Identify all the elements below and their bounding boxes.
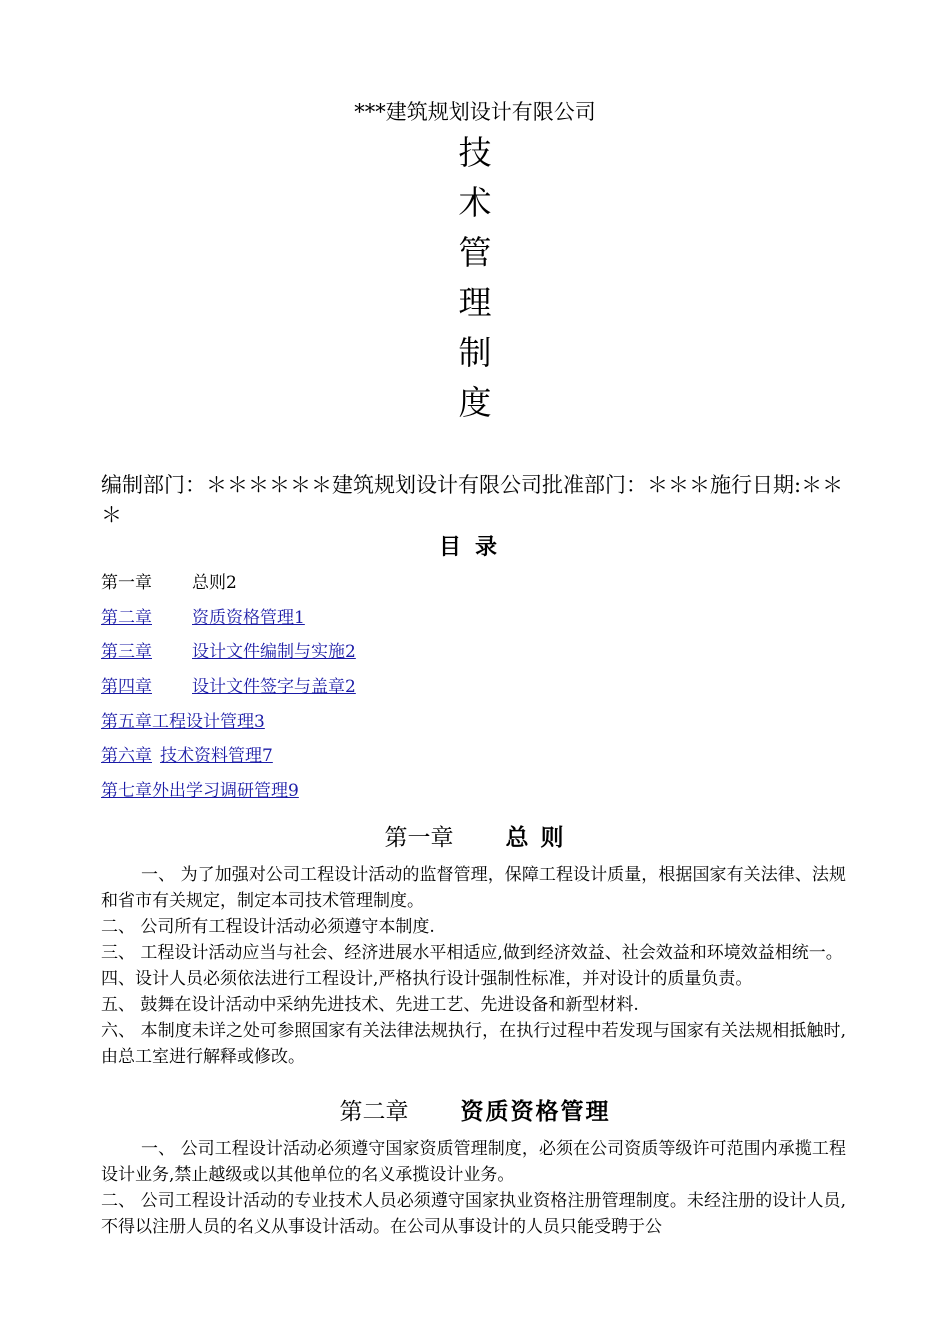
title-char: 制 [458, 333, 492, 372]
toc-title: 设计文件签字与盖章2 [192, 677, 356, 697]
toc-title: 外出学习调研管理9 [152, 781, 299, 801]
toc-link[interactable] [101, 605, 305, 631]
title-char: 管 [458, 233, 492, 272]
company-title: ***建筑规划设计有限公司 [354, 100, 596, 124]
toc-heading: 目录 [438, 534, 511, 560]
toc-chapter: 第四章 [101, 677, 152, 697]
paragraph: 一、 为了加强对公司工程设计活动的监督管理，保障工程设计质量，根据国家有关法律、法规和省市有关规定，制定本司技术管理制度。 [101, 865, 846, 911]
toc-item[interactable] [101, 570, 237, 596]
paragraph: 一、 公司工程设计活动必须遵守国家资质管理制度，必须在公司资质等级许可范围内承揽工程设计业务,禁止越级或以其他单位的名义承揽设计业务。 [101, 1139, 846, 1185]
chapter-heading [0, 822, 950, 854]
title-char: 技 [458, 133, 492, 172]
toc-title: 资质资格管理1 [192, 608, 305, 628]
paragraph: 三、 工程设计活动应当与社会、经济进展水平相适应,做到经济效益、社会效益和环境效益相统一。 [101, 943, 843, 963]
toc-chapter: 第六章 [101, 746, 152, 766]
title-char: 理 [458, 283, 492, 322]
toc-link[interactable] [101, 778, 299, 804]
paragraph: 六、 本制度未详之处可参照国家有关法律法规执行，在执行过程中若发现与国家有关法规相抵触时,由总工室进行解释或修改。 [101, 1021, 846, 1067]
toc-link[interactable] [101, 639, 356, 665]
toc-chapter: 第一章 [101, 573, 152, 593]
title-char: 术 [458, 183, 492, 222]
toc-title: 设计文件编制与实施2 [192, 642, 356, 662]
toc-title: 工程设计管理3 [152, 712, 265, 732]
toc-link[interactable] [101, 743, 273, 769]
toc-title: 技术资料管理7 [160, 746, 273, 766]
toc-chapter: 第三章 [101, 642, 152, 662]
chapter-heading [0, 1096, 950, 1128]
toc-chapter: 第二章 [101, 608, 152, 628]
title-char: 度 [458, 383, 492, 422]
toc-chapter: 第五章 [101, 712, 152, 732]
chapter-name: 资质资格管理 [460, 1098, 611, 1125]
paragraph: 四、设计人员必须依法进行工程设计,严格执行设计强制性标准，并对设计的质量负责。 [101, 969, 753, 989]
chapter-body [101, 1136, 846, 1240]
toc-link[interactable] [101, 674, 356, 700]
chapter-number: 第二章 [339, 1099, 409, 1125]
chapter-number: 第一章 [384, 825, 454, 851]
chapter-body [101, 862, 846, 1070]
chapter-name: 总 则 [505, 824, 566, 851]
toc-title: 总则2 [192, 573, 237, 593]
paragraph: 二、 公司工程设计活动的专业技术人员必须遵守国家执业资格注册管理制度。未经注册的设计人员,不得以注册人员的名义从事设计活动。在公司从事设计的人员只能受聘于公 [101, 1191, 846, 1237]
document-title [445, 128, 505, 428]
toc-link[interactable] [101, 709, 265, 735]
toc-chapter: 第七章 [101, 781, 152, 801]
paragraph: 二、 公司所有工程设计活动必须遵守本制度. [101, 917, 435, 937]
paragraph: 五、 鼓舞在设计活动中采纳先进技术、先进工艺、先进设备和新型材料. [101, 995, 639, 1015]
document-meta: 编制部门：＊＊＊＊＊＊建筑规划设计有限公司批准部门：＊＊＊施行日期:＊＊＊ [101, 473, 844, 527]
